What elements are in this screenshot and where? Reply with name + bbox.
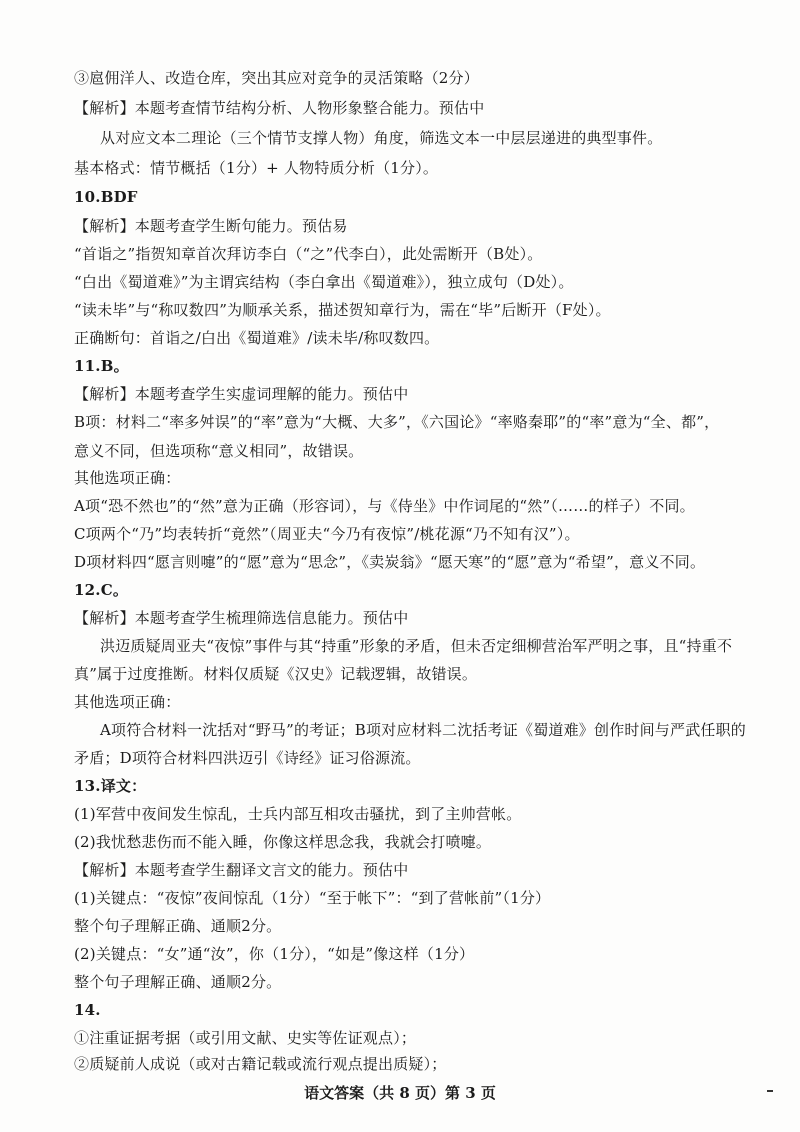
text-line: B项：材料二“率多舛误”的“率”意为“大概、大多”，《六国论》“率赂秦耶”的“率”意为“全、都”， — [74, 413, 720, 431]
text-line: ②质疑前人成说（或对古籍记载或流行观点提出质疑）； — [74, 1055, 447, 1073]
text-line: 【解析】本题考查情节结构分析、人物形象整合能力。预估中 — [74, 99, 485, 117]
text-line: 洪迈质疑周亚夫“夜惊”事件与其“持重”形象的矛盾，但未否定细柳营治军严明之事，且“持重不 — [100, 637, 733, 655]
text-line: (1)关键点：“夜惊”夜间惊乱（1分）“至于帐下”：“到了营帐前”（1分） — [74, 889, 551, 907]
text-line: A项“恐不然也”的“然”意为正确（形容词），与《侍坐》中作词尾的“然”（……的样子）不同。 — [74, 497, 695, 515]
text-line: 从对应文本二理论（三个情节支撑人物）角度，筛选文本一中层层递进的典型事件。 — [100, 129, 663, 147]
text-line: 矛盾；D项符合材料四洪迈引《诗经》证习俗源流。 — [74, 749, 421, 767]
text-line: A项符合材料一沈括对“野马”的考证；B项对应材料二沈括考证《蜀道难》创作时间与严武任职的 — [100, 721, 746, 739]
question-number: 14. — [74, 1001, 101, 1019]
text-line: 整个句子理解正确、通顺2分。 — [74, 917, 282, 935]
question-number: 12.C。 — [74, 581, 129, 599]
text-line: (2)关键点：“女”通“汝”，你（1分），“如是”像这样（1分） — [74, 945, 475, 963]
text-line: 正确断句：首诣之/白出《蜀道难》/读未毕/称叹数四。 — [74, 329, 440, 347]
text-line: (2)我忧愁悲伤而不能入睡，你像这样思念我，我就会打喷嚏。 — [74, 833, 492, 851]
text-line: (1)军营中夜间发生惊乱，士兵内部互相攻击骚扰，到了主帅营帐。 — [74, 805, 522, 823]
text-line: 基本格式：情节概括（1分）+ 人物特质分析（1分）。 — [74, 159, 439, 177]
text-line: ①注重证据考据（或引用文献、史实等佐证观点）； — [74, 1029, 417, 1047]
text-line: D项材料四“愿言则嚏”的“愿”意为“思念”，《卖炭翁》“愿天寒”的“愿”意为“希望”，意义不同。 — [74, 553, 706, 571]
text-line: 其他选项正确： — [74, 693, 181, 711]
scan-mark — [767, 1090, 773, 1092]
question-number: 11.B。 — [74, 357, 129, 375]
text-line: “首诣之”指贺知章首次拜访李白（“之”代李白），此处需断开（B处）。 — [74, 245, 543, 263]
text-line: 【解析】本题考查学生实虚词理解的能力。预估中 — [74, 385, 409, 403]
text-line: “白出《蜀道难》”为主谓宾结构（李白拿出《蜀道难》），独立成句（D处）。 — [74, 273, 574, 291]
page-footer: 语文答案（共 8 页）第 3 页 — [304, 1084, 496, 1102]
text-line: C项两个“乃”均表转折“竟然”（周亚夫“今乃有夜惊”/桃花源“乃不知有汉”）。 — [74, 525, 580, 543]
text-line: ③扈佣洋人、改造仓库，突出其应对竞争的灵活策略（2分） — [74, 69, 479, 87]
text-line: 【解析】本题考查学生翻译文言文的能力。预估中 — [74, 861, 409, 879]
text-line: 意义不同，但选项称“意义相同”，故错误。 — [74, 442, 364, 460]
text-line: 【解析】本题考查学生断句能力。预估易 — [74, 217, 348, 235]
text-line: 整个句子理解正确、通顺2分。 — [74, 973, 282, 991]
text-line: 其他选项正确： — [74, 469, 181, 487]
question-number: 10.BDF — [74, 188, 138, 206]
text-line: “读未毕”与“称叹数四”为顺承关系，描述贺知章行为，需在“毕”后断开（F处）。 — [74, 301, 611, 319]
text-line: 真”属于过度推断。材料仅质疑《汉史》记载逻辑，故错误。 — [74, 665, 478, 683]
question-number: 13.译文： — [74, 777, 147, 795]
text-line: 【解析】本题考查学生梳理筛选信息能力。预估中 — [74, 609, 409, 627]
